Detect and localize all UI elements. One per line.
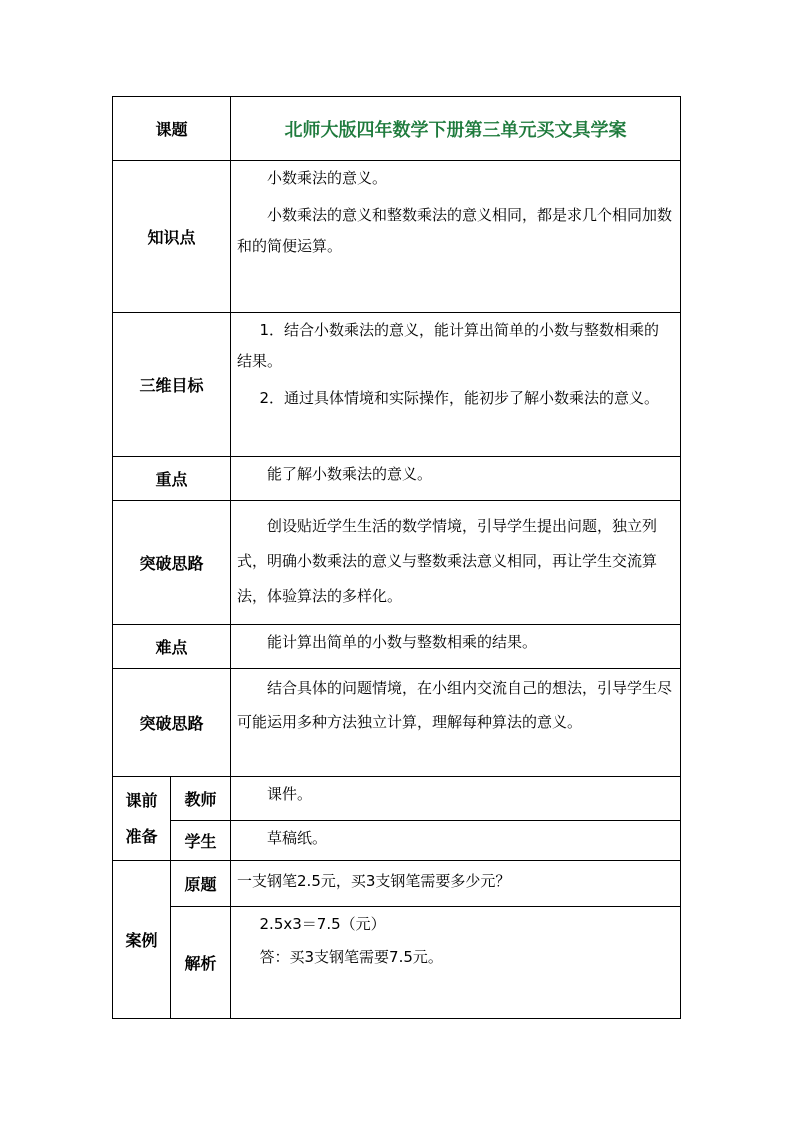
title-label: 课题 <box>113 97 231 161</box>
row-key-point <box>113 457 681 501</box>
problem-content <box>231 861 681 907</box>
row-breakthrough-2 <box>113 669 681 777</box>
difficulty-text: 能计算出简单的小数与整数相乘的结果。 <box>267 633 538 651</box>
analysis-line-2: 答：买3支钢笔需要7.5元。 <box>259 948 443 966</box>
problem-text: 一支钢笔2.5元，买3支钢笔需要多少元？ <box>237 872 511 890</box>
knowledge-content <box>231 161 681 313</box>
row-prep-student <box>113 821 681 861</box>
breakthrough-1-text: 创设贴近学生生活的数学情境，引导学生提出问题，独立列式，明确小数乘法的意义与整数乘法意义相同，再让学生交流算法，体验算法的多样化。 <box>237 517 658 605</box>
goals-label: 三维目标 <box>113 313 231 457</box>
preparation-label <box>113 777 171 861</box>
example-label: 案例 <box>113 861 171 1019</box>
preparation-label-line-2: 准备 <box>125 826 158 846</box>
preparation-label-line-1: 课前 <box>125 790 158 810</box>
student-label: 学生 <box>171 821 231 861</box>
knowledge-label: 知识点 <box>113 161 231 313</box>
row-prep-teacher <box>113 777 681 821</box>
teacher-text: 课件。 <box>267 785 313 803</box>
goal-2: 2．通过具体情境和实际操作，能初步了解小数乘法的意义。 <box>259 389 660 407</box>
row-example-problem <box>113 861 681 907</box>
breakthrough-2-label: 突破思路 <box>113 669 231 777</box>
lesson-plan-table <box>112 96 681 1019</box>
analysis-label: 解析 <box>171 907 231 1019</box>
row-breakthrough-1 <box>113 501 681 625</box>
row-goals <box>113 313 681 457</box>
key-point-content <box>231 457 681 501</box>
key-point-text: 能了解小数乘法的意义。 <box>267 465 433 483</box>
knowledge-line-2: 小数乘法的意义和整数乘法的意义相同，都是求几个相同加数和的简便运算。 <box>237 206 673 255</box>
analysis-line-1: 2.5x3＝7.5（元） <box>259 915 386 933</box>
row-title <box>113 97 681 161</box>
student-content <box>231 821 681 861</box>
goals-content <box>231 313 681 457</box>
row-example-analysis <box>113 907 681 1019</box>
breakthrough-2-text: 结合具体的问题情境，在小组内交流自己的想法，引导学生尽可能运用多种方法独立计算，理解每种算法的意义。 <box>237 679 673 731</box>
student-text: 草稿纸。 <box>267 829 328 847</box>
row-knowledge <box>113 161 681 313</box>
problem-label: 原题 <box>171 861 231 907</box>
analysis-content <box>231 907 681 1019</box>
teacher-content <box>231 777 681 821</box>
knowledge-line-1: 小数乘法的意义。 <box>267 169 388 187</box>
breakthrough-2-content <box>231 669 681 777</box>
difficulty-label: 难点 <box>113 625 231 669</box>
difficulty-content <box>231 625 681 669</box>
breakthrough-1-content <box>231 501 681 625</box>
lesson-title: 北师大版四年数学下册第三单元买文具学案 <box>231 97 681 161</box>
breakthrough-1-label: 突破思路 <box>113 501 231 625</box>
goal-1: 1．结合小数乘法的意义，能计算出简单的小数与整数相乘的结果。 <box>237 321 660 370</box>
teacher-label: 教师 <box>171 777 231 821</box>
row-difficulty <box>113 625 681 669</box>
key-point-label: 重点 <box>113 457 231 501</box>
